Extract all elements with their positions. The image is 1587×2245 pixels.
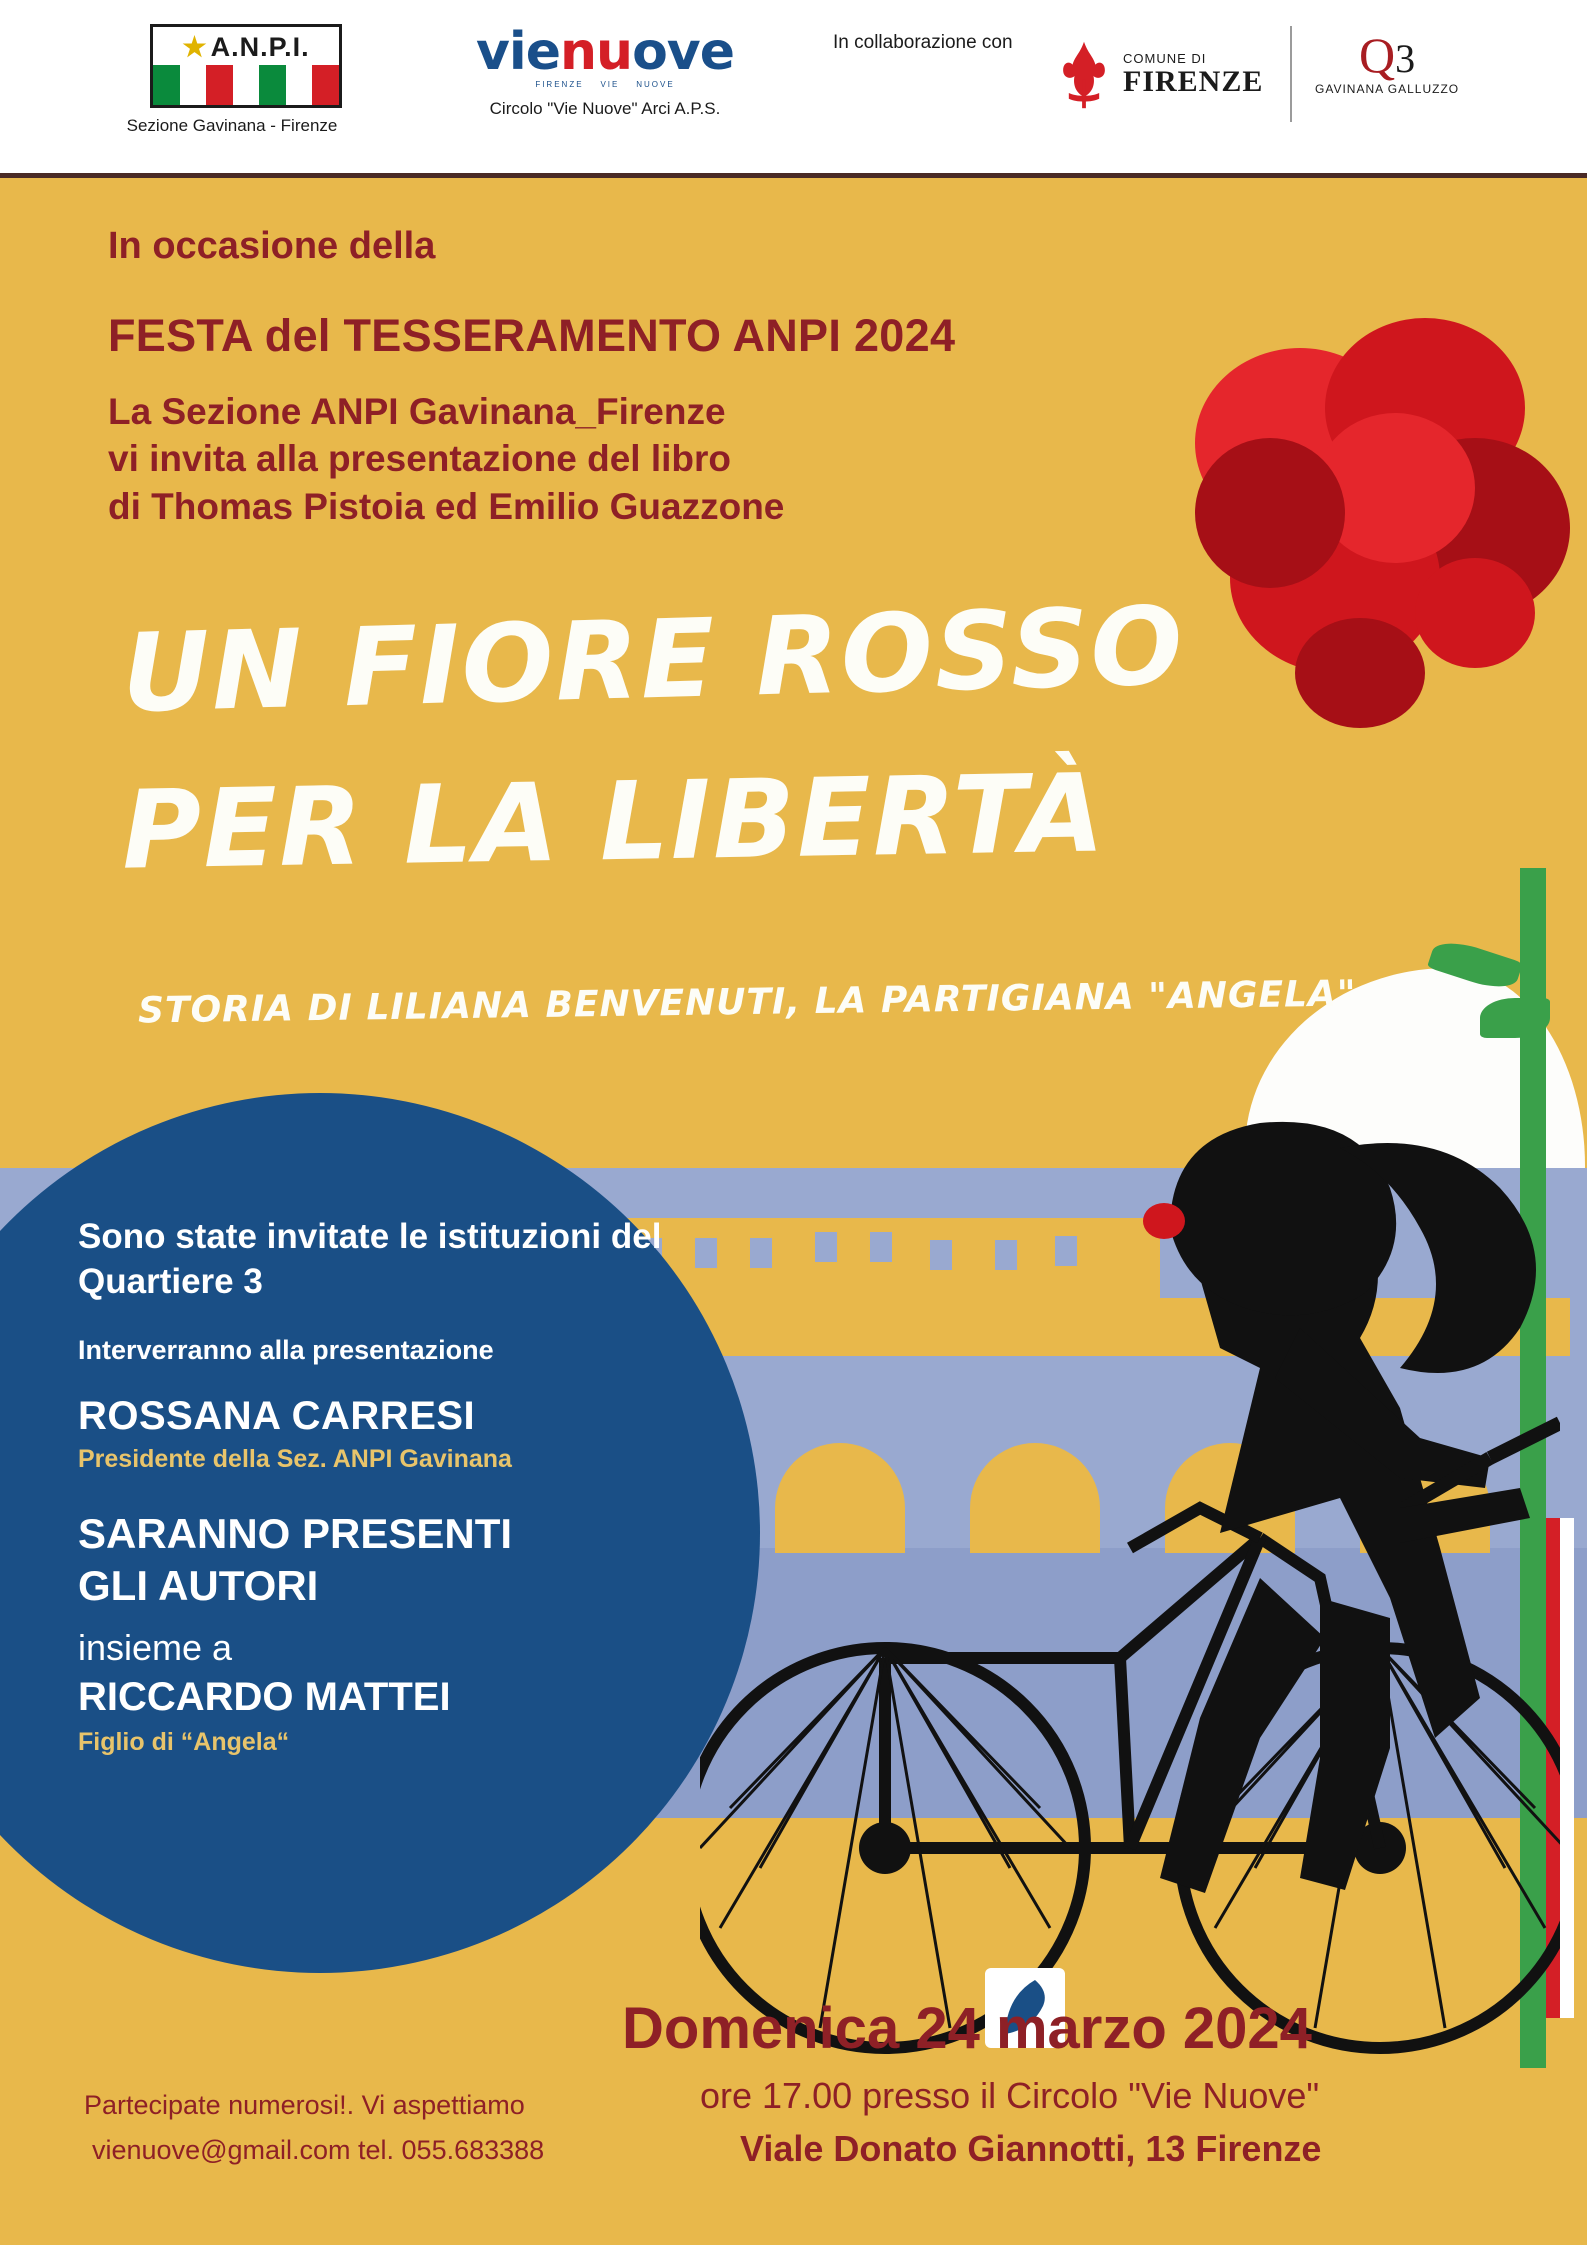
- invitation-line-1: La Sezione ANPI Gavinana_Firenze: [108, 391, 726, 432]
- comune-big-text: FIRENZE: [1123, 65, 1264, 99]
- panel-authors-line-2: GLI AUTORI: [78, 1562, 319, 1610]
- vienuove-caption: Circolo "Vie Nuove" Arci A.P.S.: [489, 99, 721, 118]
- panel-speakers-label: Interverranno alla presentazione: [78, 1334, 494, 1365]
- comune-small-text: COMUNE DI: [1123, 51, 1207, 67]
- collaboration-label: In collaborazione con: [833, 32, 1013, 53]
- invitation-line-2: vi invita alla presentazione del libro: [108, 438, 732, 480]
- panel-invited-institutions: Sono state invitate le istituzioni del Quartiere 3: [78, 1217, 662, 1301]
- festa-heading: FESTA del TESSERAMENTO ANPI 2024: [108, 310, 956, 361]
- panel-guest-role: Figlio di “Angela“: [78, 1727, 290, 1756]
- event-time-place: ore 17.00 presso il Circolo "Vie Nuove": [700, 2075, 1320, 2116]
- book-title-line-1: UN FIORE ROSSO: [120, 584, 1186, 737]
- footer-contact-line: vienuove@gmail.com tel. 055.683388: [92, 2135, 545, 2165]
- event-date: Domenica 24 marzo 2024: [622, 1996, 1312, 2061]
- vienuove-small-right: NUOVE: [636, 80, 675, 89]
- vienuove-small-mid: VIE: [600, 80, 620, 89]
- footer-invite-line: Partecipate numerosi!. Vi aspettiamo: [84, 2090, 525, 2120]
- anpi-name: A.N.P.I.: [210, 31, 310, 62]
- anpi-caption: Sezione Gavinana - Firenze: [126, 116, 338, 135]
- panel-authors-present: [78, 1508, 678, 1613]
- panel-together-with: insieme a: [78, 1626, 233, 1668]
- panel-speaker-name: ROSSANA CARRESI: [78, 1393, 476, 1438]
- q3-number: 3: [1395, 36, 1416, 81]
- vienuove-small-left: FIRENZE: [535, 80, 584, 89]
- panel-guest-name: RICCARDO MATTEI: [78, 1674, 451, 1719]
- star-icon: ★: [182, 31, 208, 62]
- occasion-line: In occasione della: [108, 225, 436, 267]
- vienuove-part1: vie: [476, 22, 561, 82]
- q3-letter: Q: [1359, 27, 1396, 83]
- invitation-line-3: di Thomas Pistoia ed Emilio Guazzone: [108, 485, 785, 527]
- vienuove-part2: n: [560, 22, 597, 82]
- vienuove-part3: u: [596, 22, 633, 82]
- invitation-block: [108, 388, 784, 530]
- vienuove-part4: ove: [632, 22, 734, 82]
- book-subtitle: STORIA DI LILIANA BENVENUTI, LA PARTIGIANA "ANGELA": [137, 973, 1357, 1032]
- panel-speaker-role: Presidente della Sez. ANPI Gavinana: [78, 1444, 512, 1473]
- panel-authors-line-1: SARANNO PRESENTI: [78, 1509, 513, 1557]
- event-address: Viale Donato Giannotti, 13 Firenze: [740, 2128, 1322, 2169]
- q3-subtitle: GAVINANA GALLUZZO: [1315, 82, 1460, 96]
- panel-text-block: [78, 1215, 678, 1757]
- book-title-line-2: PER LA LIBERTÀ: [120, 751, 1107, 894]
